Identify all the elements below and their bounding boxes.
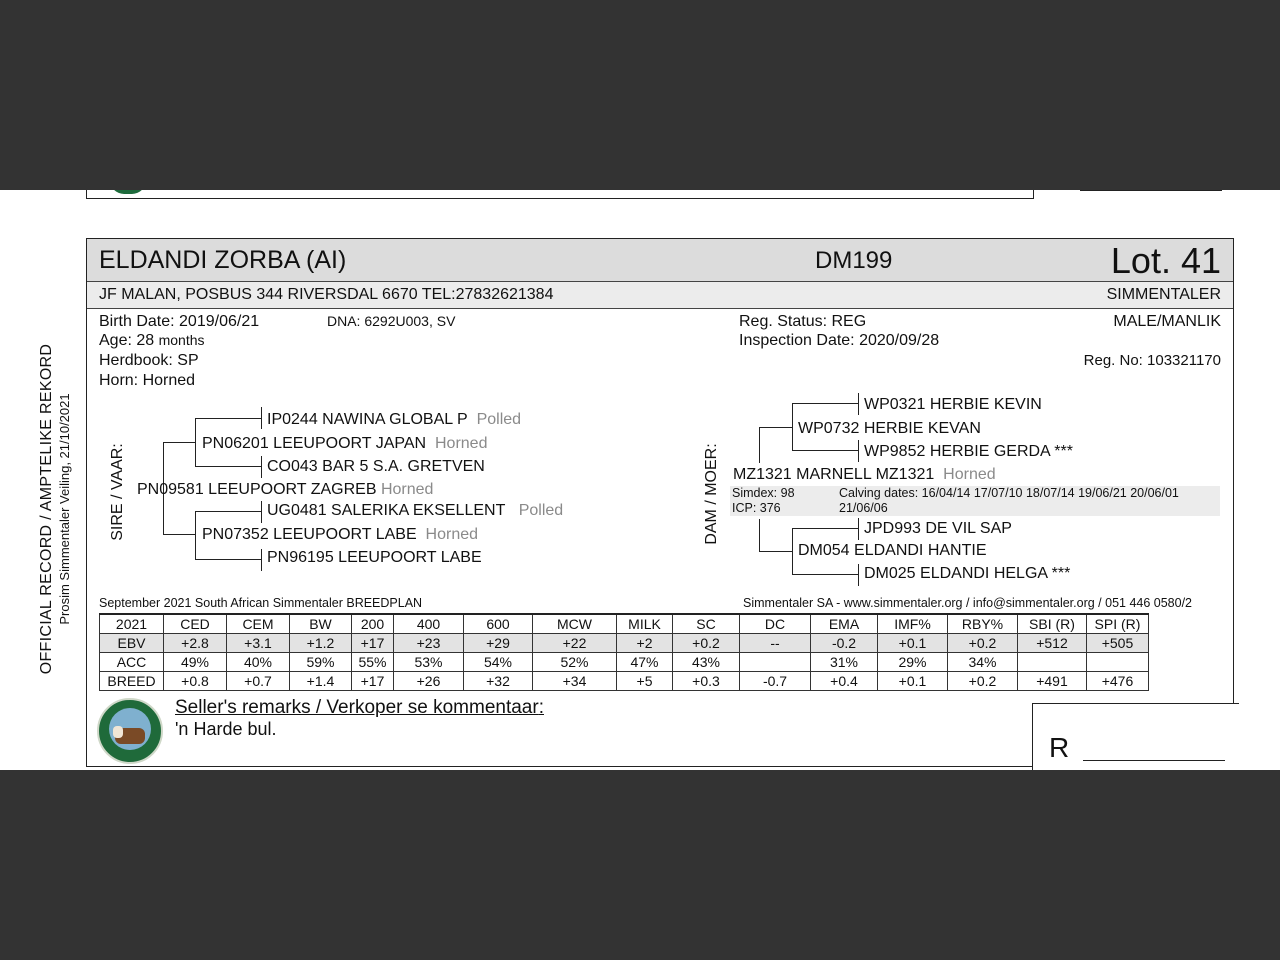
sire-dam-name: PN07352 LEEUPOORT LABE [202, 526, 417, 543]
ebv-cell: +476 [1087, 672, 1149, 691]
ebv-header-cell: 2021 [100, 614, 164, 634]
sire-sire-name: PN06201 LEEUPOORT JAPAN [202, 435, 427, 452]
top-dark-band [0, 0, 1280, 190]
age [99, 332, 205, 350]
sire-sire-sire [267, 411, 521, 429]
dam-sire-dam-line [792, 450, 858, 451]
ebv-cell: +0.1 [878, 634, 948, 653]
ebv-cell: 34% [948, 653, 1018, 672]
seller-remarks-heading [175, 697, 544, 719]
ebv-header-cell: SBI (R) [1018, 614, 1087, 634]
auction-sheet [0, 190, 1280, 770]
price-entry-line [1083, 760, 1225, 761]
ebv-cell: +17 [352, 634, 394, 653]
dam-sire-dam-tick [858, 440, 859, 462]
dam-performance-band [730, 486, 1220, 516]
owner-bar [87, 282, 1233, 309]
dam-dam-sire-tick [858, 518, 859, 540]
ebv-cell: +1.4 [290, 672, 352, 691]
dam-calving-dates-cont: 21/06/06 [839, 501, 888, 515]
dam-sire-sire-tick [858, 393, 859, 415]
ebv-table [99, 613, 1149, 691]
ebv-header-cell: 200 [352, 614, 394, 634]
sex: MALE/MANLIK [1113, 313, 1221, 330]
dam-lower-branch [759, 519, 760, 551]
dam-dam-branch [792, 528, 793, 574]
ebv-cell: +0.4 [811, 672, 878, 691]
sire-dam-dam-line [195, 559, 261, 560]
ebv-cell: +5 [617, 672, 673, 691]
seller-remarks-text: 'n Harde bul. [175, 719, 277, 739]
ebv-cell: +23 [394, 634, 464, 653]
seller-remarks-colon: : [538, 697, 544, 718]
ebv-cell: +491 [1018, 672, 1087, 691]
ebv-header-cell: CED [164, 614, 227, 634]
ebv-cell: ACC [100, 653, 164, 672]
dam-simdex: Simdex: 98 [732, 486, 795, 500]
dam-upper-branch [759, 427, 760, 463]
sire-dam [202, 526, 478, 544]
ebv-header-cell: SC [673, 614, 740, 634]
ebv-cell: 49% [164, 653, 227, 672]
previous-card-edge [86, 190, 1034, 199]
sire-sire-dam-tick [261, 456, 262, 478]
sire-name: PN09581 LEEUPOORT ZAGREB [137, 481, 377, 498]
ebv-cell: 59% [290, 653, 352, 672]
ebv-row [100, 614, 1149, 634]
ebv-header-cell: MILK [617, 614, 673, 634]
ebv-cell: +505 [1087, 634, 1149, 653]
ebv-row [100, 653, 1149, 672]
currency-symbol: R [1049, 732, 1070, 763]
sire-sire-sire-horn: Polled [476, 411, 522, 428]
dam-icp: ICP: 376 [732, 501, 781, 515]
ebv-cell: 40% [227, 653, 290, 672]
ebv-cell: +32 [464, 672, 533, 691]
ebv-cell: +512 [1018, 634, 1087, 653]
ebv-header-cell: BW [290, 614, 352, 634]
ebv-header-cell: RBY% [948, 614, 1018, 634]
sire-dam-sire [267, 502, 563, 520]
ebv-cell: +0.2 [948, 672, 1018, 691]
birth-date: Birth Date: 2019/06/21 [99, 313, 260, 330]
ebv-cell: +17 [352, 672, 394, 691]
ebv-cell [1018, 653, 1087, 672]
auction-name-date: Prosim Simmentaler Veiling, 21/10/2021 [57, 393, 72, 625]
official-record-label: OFFICIAL RECORD / AMPTELIKE REKORD [38, 343, 55, 675]
sire-dam-sire-tick [261, 501, 262, 523]
ebv-cell: 43% [673, 653, 740, 672]
dam [733, 466, 996, 484]
inspection-date: Inspection Date: 2020/09/28 [739, 332, 940, 349]
sire-sire-sire-line [195, 418, 261, 419]
lot-header [87, 239, 1233, 282]
sire-label: SIRE / VAAR: [109, 443, 126, 541]
sire-sire-dam-line [195, 466, 261, 467]
sire-sire-horn: Horned [435, 435, 488, 452]
dam-dam-dam: DM025 ELDANDI HELGA *** [864, 565, 1071, 582]
ebv-cell: +29 [464, 634, 533, 653]
dam-dam: DM054 ELDANDI HANTIE [798, 542, 987, 559]
animal-code: DM199 [815, 247, 893, 274]
ebv-cell: +0.2 [948, 634, 1018, 653]
ebv-cell: +1.2 [290, 634, 352, 653]
cow-head-icon [113, 726, 123, 738]
sire-dam-horn: Horned [425, 526, 479, 543]
sire-dam-dam-tick [261, 549, 262, 571]
ebv-cell: +0.2 [673, 634, 740, 653]
ebv-header-cell: EMA [811, 614, 878, 634]
sire-dam-sire-horn: Polled [518, 502, 564, 519]
ebv-cell: 55% [352, 653, 394, 672]
ebv-cell: +26 [394, 672, 464, 691]
dam-dam-sire-line [792, 528, 858, 529]
ebv-cell: -0.7 [740, 672, 811, 691]
ebv-cell: -- [740, 634, 811, 653]
dam-dam-sire: JPD993 DE VIL SAP [864, 520, 1012, 537]
ebv-cell: BREED [100, 672, 164, 691]
price-box [1032, 703, 1239, 770]
sire-dam-sire-name: UG0481 SALERIKA EKSELLENT [267, 502, 506, 519]
dam-mother-line [759, 551, 792, 552]
dam-horn: Horned [943, 466, 996, 483]
ebv-header-cell: IMF% [878, 614, 948, 634]
ebv-cell: +2 [617, 634, 673, 653]
ebv-cell: 53% [394, 653, 464, 672]
sire-mother-line [163, 534, 195, 535]
sire-sire-branch [195, 418, 196, 466]
ebv-table-body [100, 614, 1149, 691]
ebv-header-cell: 400 [394, 614, 464, 634]
dam-calving-dates: Calving dates: 16/04/14 17/07/10 18/07/14 19/06/21 20/06/01 [839, 486, 1179, 500]
sire-sire-sire-name: IP0244 NAWINA GLOBAL P [267, 411, 468, 428]
sire-dam-branch [195, 511, 196, 559]
sire [137, 481, 433, 499]
sire-dam-sire-line [195, 511, 261, 512]
horn-status: Horn: Horned [99, 372, 196, 389]
animal-name: ELDANDI ZORBA (AI) [99, 246, 347, 274]
age-unit: months [158, 332, 205, 348]
ebv-cell: +0.1 [878, 672, 948, 691]
ebv-header-cell: MCW [533, 614, 617, 634]
previous-price-line [1080, 190, 1222, 191]
sire-father-line [163, 442, 195, 443]
dam-dam-dam-line [792, 574, 858, 575]
ebv-cell: +0.8 [164, 672, 227, 691]
reg-status: Reg. Status: REG [739, 313, 867, 330]
simmentaler-sa-logo [97, 698, 163, 764]
ebv-cell: 31% [811, 653, 878, 672]
ebv-cell: 52% [533, 653, 617, 672]
ebv-cell [740, 653, 811, 672]
ebv-row [100, 672, 1149, 691]
ebv-cell [1087, 653, 1149, 672]
dam-sire-sire: WP0321 HERBIE KEVIN [864, 396, 1042, 413]
dam-sire: WP0732 HERBIE KEVAN [798, 420, 981, 437]
sire-sire-dam: CO043 BAR 5 S.A. GRETVEN [267, 458, 485, 475]
official-record-side-text [38, 249, 72, 769]
owner-info: JF MALAN, POSBUS 344 RIVERSDAL 6670 TEL:27832621384 [99, 286, 554, 303]
sire-sire-sire-tick [261, 407, 262, 429]
dna-info: DNA: 6292U003, SV [327, 313, 456, 329]
bottom-dark-band [0, 770, 1280, 960]
ebv-header-cell: 600 [464, 614, 533, 634]
lot-number: Lot. 41 [1110, 240, 1221, 281]
sire-horn: Horned [380, 481, 434, 498]
ebv-cell: +34 [533, 672, 617, 691]
ebv-cell: 47% [617, 653, 673, 672]
ebv-cell: +22 [533, 634, 617, 653]
ebv-cell: -0.2 [811, 634, 878, 653]
dam-dam-dam-tick [858, 564, 859, 586]
ebv-cell: 54% [464, 653, 533, 672]
sire-dam-dam: PN96195 LEEUPOORT LABE [267, 549, 482, 566]
ebv-header-cell: CEM [227, 614, 290, 634]
ebv-header-cell: SPI (R) [1087, 614, 1149, 634]
ebv-cell: +3.1 [227, 634, 290, 653]
dam-sire-sire-line [792, 403, 858, 404]
society-contact: Simmentaler SA - www.simmentaler.org / info@simmentaler.org / 051 446 0580/2 [743, 596, 1193, 610]
ebv-cell: 29% [878, 653, 948, 672]
ebv-cell: +0.7 [227, 672, 290, 691]
seller-remarks-title: Seller's remarks / Verkoper se kommentaar [175, 697, 539, 718]
sire-sire [202, 435, 487, 453]
ebv-cell: +0.3 [673, 672, 740, 691]
lot-card [86, 238, 1234, 767]
registration-number: Reg. No: 103321170 [1083, 352, 1221, 369]
ebv-cell: EBV [100, 634, 164, 653]
dam-label: DAM / MOER: [703, 443, 720, 545]
age-value: Age: 28 [99, 332, 155, 349]
dam-name: MZ1321 MARNELL MZ1321 [733, 466, 935, 483]
ebv-row [100, 634, 1149, 653]
breed-name: SIMMENTALER [1106, 286, 1221, 303]
dam-father-line [759, 427, 792, 428]
dam-sire-branch [792, 403, 793, 450]
ebv-header-cell: DC [740, 614, 811, 634]
herdbook: Herdbook: SP [99, 352, 199, 369]
ebv-cell: +2.8 [164, 634, 227, 653]
dam-sire-dam: WP9852 HERBIE GERDA *** [864, 443, 1073, 460]
breedplan-source: September 2021 South African Simmentaler BREEDPLAN [99, 596, 423, 610]
